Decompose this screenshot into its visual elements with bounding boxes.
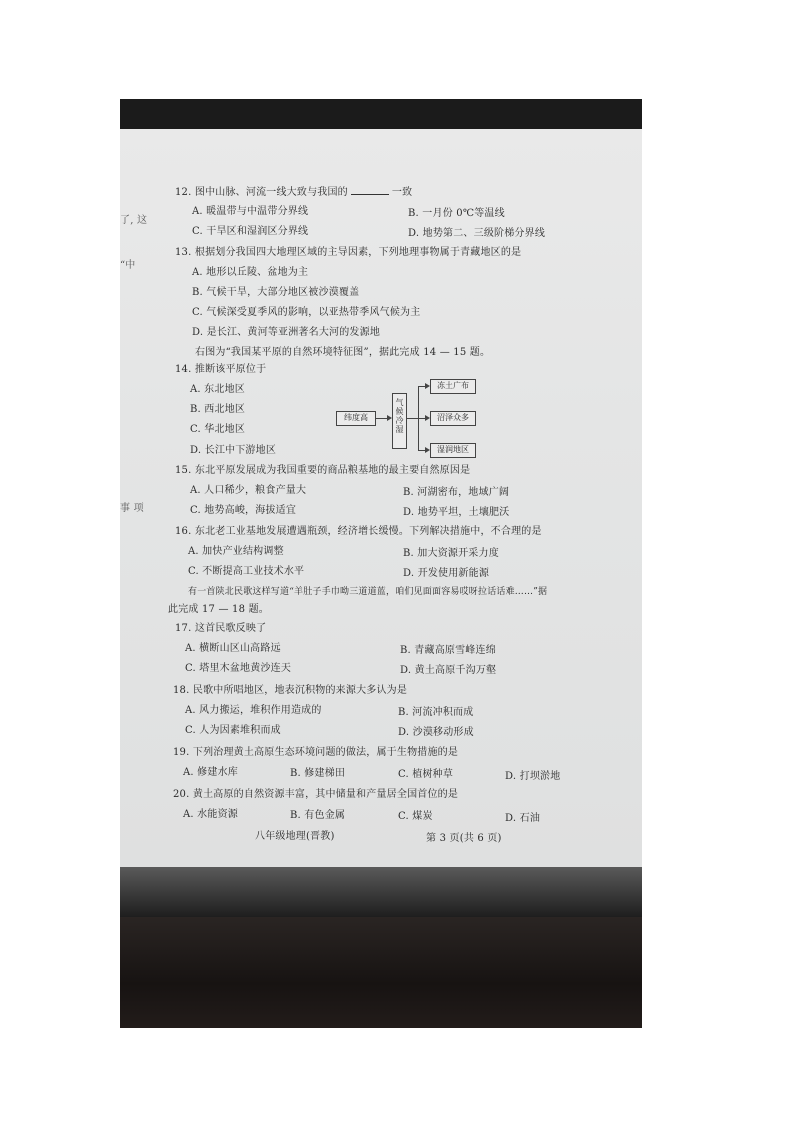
exam-paper-sheet — [120, 129, 642, 867]
q13-option-c: C. 气候深受夏季风的影响，以亚热带季风气候为主 — [192, 307, 421, 318]
question-17-stem: 17. 这首民歌反映了 — [175, 623, 267, 634]
q16-option-b: B. 加大资源开采力度 — [403, 548, 499, 559]
question-16-stem: 16. 东北老工业基地发展遭遇瓶颈，经济增长缓慢。下列解决措施中，不合理的是 — [175, 526, 542, 537]
q19-option-a: A. 修建水库 — [183, 767, 238, 778]
diagram-box-latitude: 纬度高 — [336, 411, 376, 426]
photographed-exam-page — [120, 99, 642, 1028]
diagram-box-swamps: 沼泽众多 — [430, 411, 476, 426]
q15-option-c: C. 地势高峻，海拔适宜 — [190, 505, 297, 516]
q12-option-d: D. 地势第二、三级阶梯分界线 — [408, 228, 546, 239]
question-12-stem: 12. 图中山脉、河流一线大致与我国的 一致 — [175, 187, 413, 198]
margin-fragment: 了, 这 — [120, 215, 148, 226]
question-15-stem: 15. 东北平原发展成为我国重要的商品粮基地的最主要自然原因是 — [175, 465, 471, 476]
q17-option-b: B. 青藏高原雪峰连绵 — [400, 645, 496, 656]
margin-fragment: 事 项 — [120, 503, 144, 514]
q18-option-a: A. 风力搬运，堆积作用造成的 — [185, 705, 322, 716]
q18-option-c: C. 人为因素堆积而成 — [185, 725, 281, 736]
q19-option-c: C. 植树种草 — [398, 769, 454, 780]
q15-option-d: D. 地势平坦，土壤肥沃 — [403, 507, 510, 518]
q18-option-b: B. 河流冲积而成 — [398, 707, 474, 718]
q14-option-b: B. 西北地区 — [190, 404, 246, 415]
footer-page-number: 第 3 页(共 6 页) — [426, 833, 502, 844]
question-18-stem: 18. 民歌中所唱地区，地表沉积物的来源大多认为是 — [173, 685, 408, 696]
q14-option-a: A. 东北地区 — [190, 384, 245, 395]
q14-option-d: D. 长江中下游地区 — [190, 445, 277, 456]
q17-option-a: A. 横断山区山高路远 — [185, 643, 281, 654]
q12-option-b: B. 一月份 0℃等温线 — [408, 208, 505, 219]
q16-option-a: A. 加快产业结构调整 — [188, 546, 284, 557]
q13-option-b: B. 气候干旱，大部分地区被沙漠覆盖 — [192, 287, 360, 298]
q13-option-a: A. 地形以丘陵、盆地为主 — [192, 267, 309, 278]
q12-option-a: A. 暖温带与中温带分界线 — [192, 206, 309, 217]
paper-bottom-shadow — [120, 867, 642, 917]
q17-option-d: D. 黄土高原千沟万壑 — [400, 665, 497, 676]
question-19-stem: 19. 下列治理黄土高原生态环境问题的做法，属于生物措施的是 — [173, 747, 459, 758]
margin-fragment: “中 — [120, 260, 136, 271]
passage-intro-17-18-line2: 此完成 17 — 18 题。 — [168, 604, 269, 615]
diagram-box-climate: 气候冷湿 — [392, 393, 407, 449]
q20-option-d: D. 石油 — [505, 813, 541, 824]
q20-option-b: B. 有色金属 — [290, 810, 346, 821]
question-20-stem: 20. 黄土高原的自然资源丰富，其中储量和产量居全国首位的是 — [173, 789, 459, 800]
q15-option-a: A. 人口稀少，粮食产量大 — [190, 485, 307, 496]
q20-option-a: A. 水能资源 — [183, 809, 238, 820]
q13-option-d: D. 是长江、黄河等亚洲著名大河的发源地 — [192, 327, 381, 338]
diagram-box-humid: 湿润地区 — [430, 443, 476, 458]
q19-option-d: D. 打坝淤地 — [505, 771, 561, 782]
diagram-box-permafrost: 冻土广布 — [430, 379, 476, 394]
q18-option-d: D. 沙漠移动形成 — [398, 727, 474, 738]
q12-option-c: C. 干旱区和湿润区分界线 — [192, 226, 309, 237]
q20-option-c: C. 煤炭 — [398, 811, 433, 822]
q15-option-b: B. 河湖密布，地域广阔 — [403, 487, 510, 498]
answer-blank — [351, 185, 389, 195]
desk-surface — [120, 917, 642, 1028]
q16-option-c: C. 不断提高工业技术水平 — [188, 566, 305, 577]
passage-intro-14-15: 右图为“我国某平原的自然环境特征图”，据此完成 14 — 15 题。 — [195, 347, 491, 358]
footer-subject: 八年级地理(晋教) — [255, 831, 335, 842]
q16-option-d: D. 开发使用新能源 — [403, 568, 490, 579]
question-14-stem: 14. 推断该平原位于 — [175, 364, 267, 375]
q14-option-c: C. 华北地区 — [190, 424, 246, 435]
diagram-connector — [406, 418, 418, 419]
passage-intro-17-18-line1: 有一首陕北民歌这样写道“羊肚子手巾呦三道道蓝，咱们见面面容易哎呀拉话话难……”据 — [188, 587, 548, 597]
question-13-stem: 13. 根据划分我国四大地理区域的主导因素，下列地理事物属于青藏地区的是 — [175, 247, 522, 258]
q19-option-b: B. 修建梯田 — [290, 768, 346, 779]
q17-option-c: C. 塔里木盆地黄沙连天 — [185, 663, 292, 674]
